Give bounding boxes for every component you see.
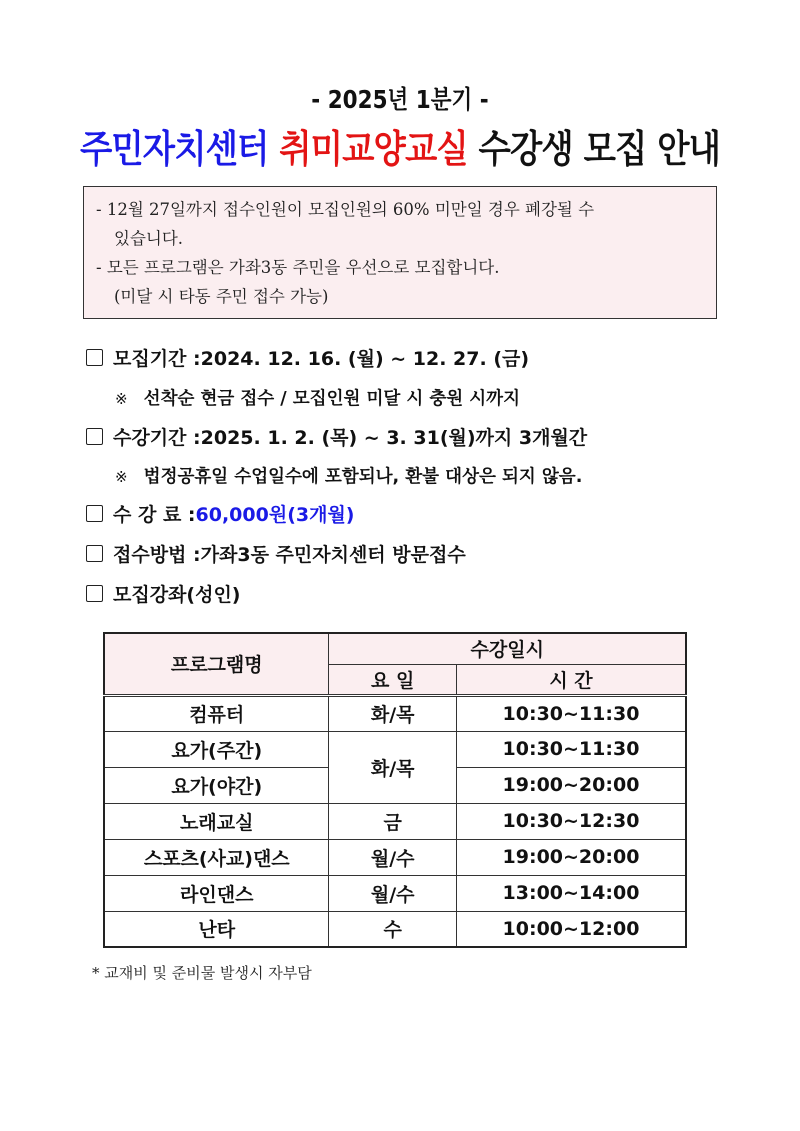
course-period-value: 2025. 1. 2. (목) ~ 3. 31(월)까지 3개월간 [200, 427, 588, 449]
cell-program: 스포츠(사교)댄스 [104, 839, 329, 875]
table-header-row [104, 633, 686, 664]
table-row [104, 839, 686, 875]
cell-day: 화/목 [329, 731, 456, 803]
footnote: * 교재비 및 준비물 발생시 자부담 [92, 964, 312, 982]
course-period-note [115, 463, 582, 488]
quarter-subtitle: - 2025년 1분기 - [311, 85, 489, 114]
apply-method-item [86, 540, 466, 567]
table-row [104, 695, 686, 731]
course-schedule-table [103, 632, 687, 948]
notice-box [83, 186, 717, 319]
table-row [104, 911, 686, 947]
notice-line: - 12월 27일까지 접수인원이 모집인원의 60% 미만일 경우 폐강될 수 [96, 200, 595, 219]
cell-program: 요가(야간) [104, 767, 329, 803]
cell-program: 요가(주간) [104, 731, 329, 767]
table-row [104, 731, 686, 767]
cell-program: 노래교실 [104, 803, 329, 839]
cell-program: 컴퓨터 [104, 695, 329, 731]
cell-day: 월/수 [329, 839, 456, 875]
course-period-label: 수강기간 : [113, 427, 201, 449]
recruit-period-label: 모집기간 : [113, 348, 201, 370]
cell-time: 10:30~11:30 [456, 731, 686, 767]
cell-time: 10:00~12:00 [456, 911, 686, 947]
cell-day: 금 [329, 803, 456, 839]
recruit-period-note-text: 선착순 현금 접수 / 모집인원 미달 시 충원 시까지 [143, 389, 520, 409]
cell-time: 19:00~20:00 [456, 839, 686, 875]
courses-item [86, 580, 241, 607]
cell-day: 월/수 [329, 875, 456, 911]
recruit-period-item [86, 344, 529, 371]
recruit-period-value: 2024. 12. 16. (월) ~ 12. 27. (금) [200, 348, 530, 370]
table-row [104, 875, 686, 911]
cell-time: 10:30~12:30 [456, 803, 686, 839]
cell-time: 19:00~20:00 [456, 767, 686, 803]
checkbox-icon [86, 545, 103, 562]
cell-day: 수 [329, 911, 456, 947]
page-title [48, 118, 752, 173]
checkbox-icon [86, 505, 103, 522]
apply-method-label: 접수방법 : [113, 544, 201, 566]
title-class-name: 취미교양교실 [279, 127, 468, 171]
cell-program: 라인댄스 [104, 875, 329, 911]
fee-label: 수 강 료 : [113, 504, 196, 526]
fee-value: 60,000원(3개월) [195, 504, 355, 526]
reference-mark-icon: ※ [115, 390, 128, 408]
recruit-period-note [115, 385, 520, 410]
courses-label: 모집강좌(성인) [113, 584, 241, 606]
cell-time: 10:30~11:30 [456, 695, 686, 731]
cell-day: 화/목 [329, 695, 456, 731]
notice-line: - 모든 프로그램은 가좌3동 주민을 우선으로 모집합니다. [96, 258, 500, 277]
checkbox-icon [86, 585, 103, 602]
notice-line: (미달 시 타동 주민 접수 가능) [114, 287, 329, 306]
header-day: 요 일 [329, 664, 456, 695]
course-period-item [86, 423, 587, 450]
title-suffix: 수강생 모집 안내 [478, 127, 721, 171]
apply-method-value: 가좌3동 주민자치센터 방문접수 [200, 544, 466, 566]
table-row [104, 803, 686, 839]
cell-program: 난타 [104, 911, 329, 947]
notice-line: 있습니다. [114, 229, 184, 248]
title-center-name: 주민자치센터 [79, 127, 269, 171]
course-period-note-text: 법정공휴일 수업일수에 포함되나, 환불 대상은 되지 않음. [143, 467, 583, 487]
checkbox-icon [86, 428, 103, 445]
header-program: 프로그램명 [104, 633, 329, 695]
cell-time: 13:00~14:00 [456, 875, 686, 911]
header-time: 시 간 [456, 664, 686, 695]
header-schedule: 수강일시 [329, 633, 686, 664]
fee-item [86, 500, 354, 527]
checkbox-icon [86, 349, 103, 366]
reference-mark-icon: ※ [115, 468, 128, 486]
